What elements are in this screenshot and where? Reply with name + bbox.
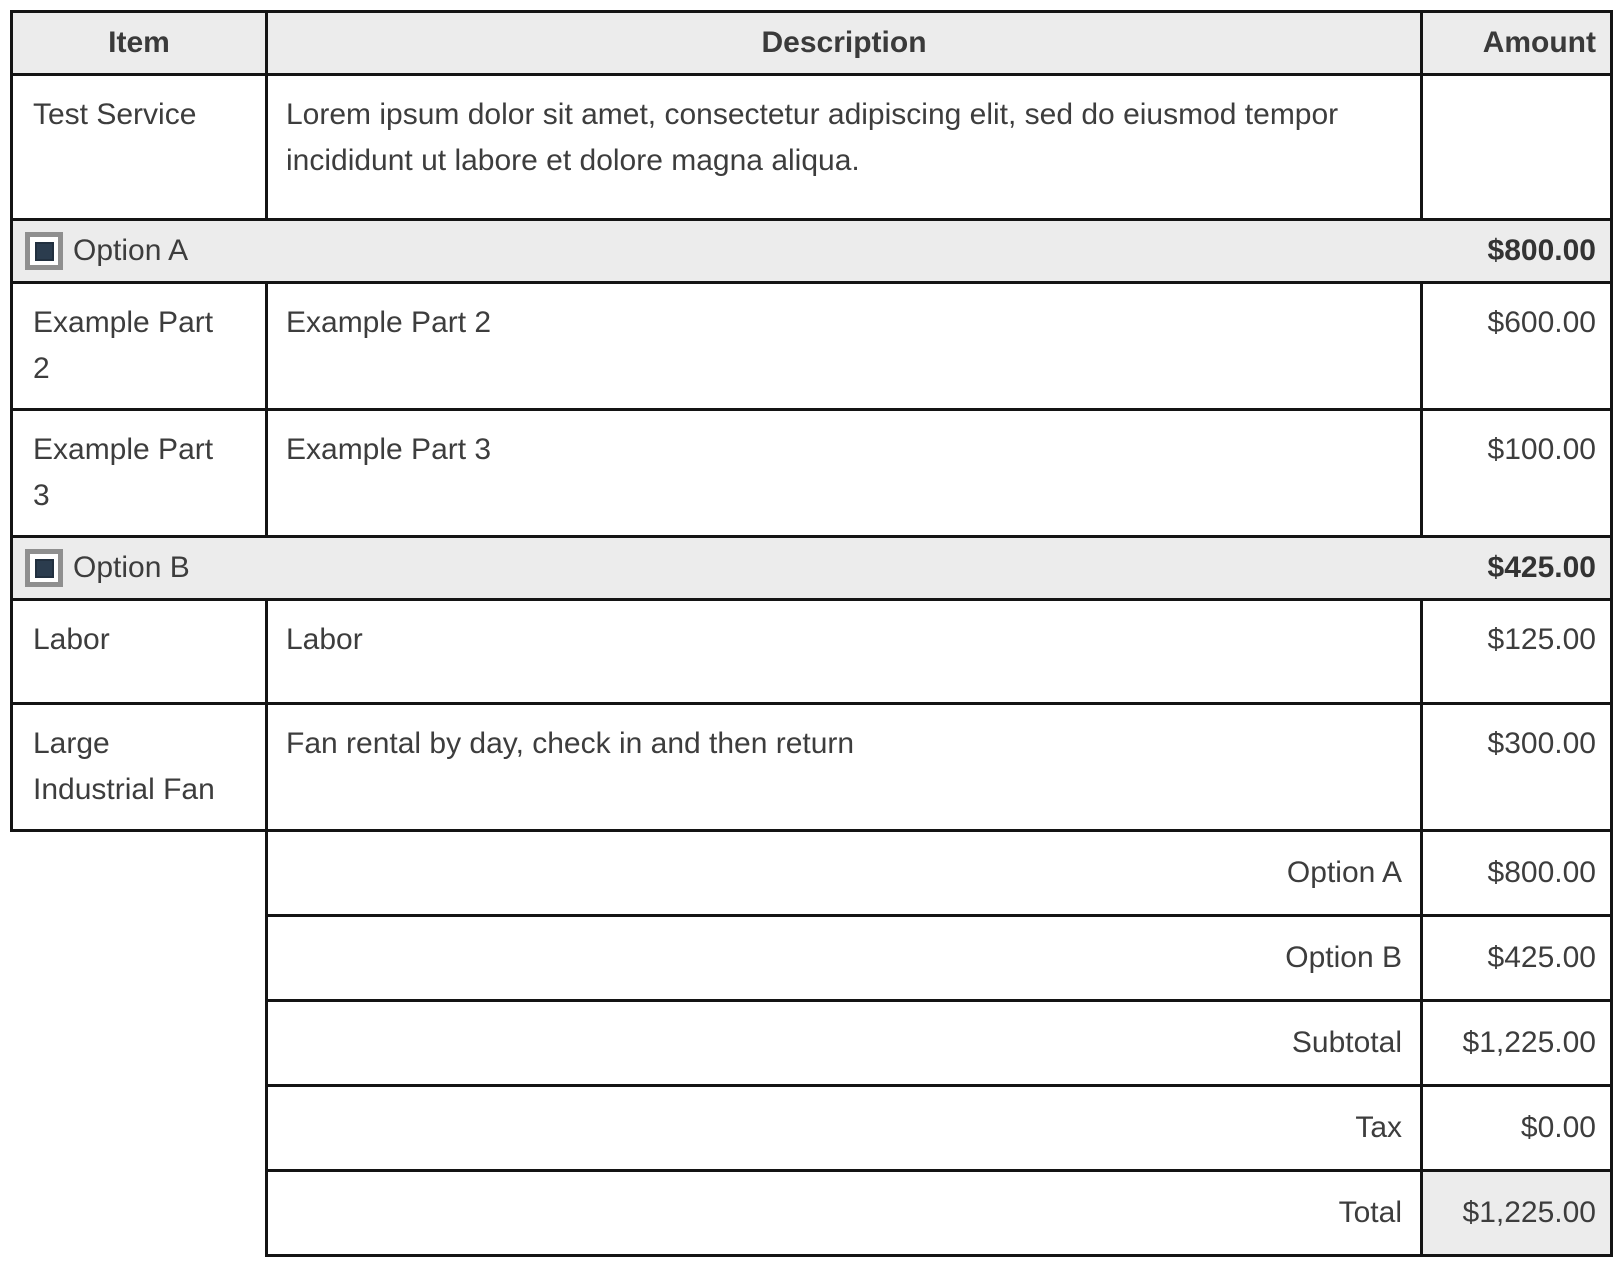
option-group-label: Option B bbox=[73, 551, 190, 584]
item-name: Large Industrial Fan bbox=[12, 704, 267, 831]
item-amount: $600.00 bbox=[1422, 283, 1612, 410]
summary-row-tax bbox=[12, 1086, 1612, 1171]
table-row bbox=[12, 600, 1612, 704]
empty-spacer-cell bbox=[12, 1086, 267, 1171]
summary-amount: $1,225.00 bbox=[1422, 1001, 1612, 1086]
item-amount bbox=[1422, 75, 1612, 220]
option-group-label: Option A bbox=[73, 234, 189, 267]
summary-label: Option A bbox=[267, 831, 1422, 916]
summary-label: Subtotal bbox=[267, 1001, 1422, 1086]
item-description: Fan rental by day, check in and then return bbox=[267, 704, 1422, 831]
empty-spacer-cell bbox=[12, 916, 267, 1001]
option-group-amount: $425.00 bbox=[1487, 551, 1596, 584]
item-description: Lorem ipsum dolor sit amet, consectetur adipiscing elit, sed do eiusmod tempor incididunt ut labore et dolore magna aliqua. bbox=[267, 75, 1422, 220]
empty-spacer-cell bbox=[12, 831, 267, 916]
checkbox-checked-icon bbox=[35, 559, 54, 578]
summary-label: Total bbox=[267, 1171, 1422, 1256]
summary-row-total bbox=[12, 1171, 1612, 1256]
item-amount: $300.00 bbox=[1422, 704, 1612, 831]
column-header-description: Description bbox=[267, 12, 1422, 75]
summary-amount: $425.00 bbox=[1422, 916, 1612, 1001]
table-header-row bbox=[12, 12, 1612, 75]
item-name: Example Part 3 bbox=[12, 410, 267, 537]
item-name: Labor bbox=[12, 600, 267, 704]
option-b-checkbox[interactable] bbox=[25, 549, 63, 587]
item-name: Test Service bbox=[12, 75, 267, 220]
table-row bbox=[12, 283, 1612, 410]
summary-label: Tax bbox=[267, 1086, 1422, 1171]
item-amount: $100.00 bbox=[1422, 410, 1612, 537]
summary-row-option-a bbox=[12, 831, 1612, 916]
empty-spacer-cell bbox=[12, 1171, 267, 1256]
option-a-checkbox[interactable] bbox=[25, 232, 63, 270]
option-group-amount: $800.00 bbox=[1487, 234, 1596, 267]
line-items-table bbox=[10, 10, 1613, 1257]
table-row bbox=[12, 410, 1612, 537]
option-group-cell bbox=[12, 537, 1612, 600]
item-amount: $125.00 bbox=[1422, 600, 1612, 704]
item-name: Example Part 2 bbox=[12, 283, 267, 410]
column-header-item: Item bbox=[12, 12, 267, 75]
table-row bbox=[12, 75, 1612, 220]
option-group-row-b bbox=[12, 537, 1612, 600]
summary-amount: $0.00 bbox=[1422, 1086, 1612, 1171]
empty-spacer-cell bbox=[12, 1001, 267, 1086]
item-description: Example Part 3 bbox=[267, 410, 1422, 537]
checkbox-checked-icon bbox=[35, 242, 54, 261]
option-group-row-a bbox=[12, 220, 1612, 283]
item-description: Example Part 2 bbox=[267, 283, 1422, 410]
summary-label: Option B bbox=[267, 916, 1422, 1001]
summary-row-subtotal bbox=[12, 1001, 1612, 1086]
summary-row-option-b bbox=[12, 916, 1612, 1001]
option-group-cell bbox=[12, 220, 1612, 283]
summary-amount: $800.00 bbox=[1422, 831, 1612, 916]
column-header-amount: Amount bbox=[1422, 12, 1612, 75]
item-description: Labor bbox=[267, 600, 1422, 704]
table-row bbox=[12, 704, 1612, 831]
summary-total-amount: $1,225.00 bbox=[1422, 1171, 1612, 1256]
